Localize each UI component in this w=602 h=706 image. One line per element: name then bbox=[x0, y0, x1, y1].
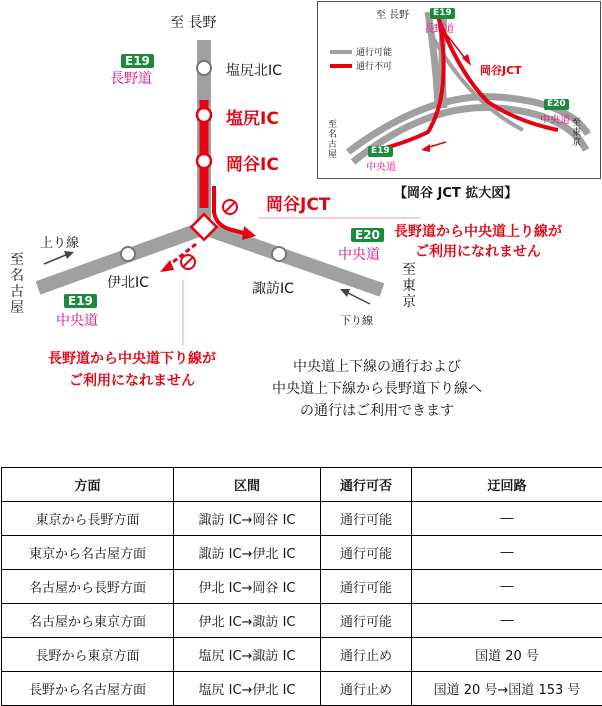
okaya-ic-marker bbox=[197, 154, 211, 168]
no-entry-icon-down bbox=[181, 255, 195, 269]
header-section: 区間 bbox=[174, 468, 321, 502]
cell-status: 通行可能 bbox=[321, 536, 412, 570]
table-row bbox=[2, 570, 602, 604]
e19-north-badge: E19 bbox=[121, 54, 154, 68]
cell-detour: ― bbox=[412, 502, 602, 536]
header-direction: 方面 bbox=[2, 468, 174, 502]
cell-section: 塩尻 IC→伊北 IC bbox=[174, 672, 321, 706]
cell-direction: 東京から名古屋方面 bbox=[2, 536, 174, 570]
notice-up: 長野道から中央道上り線が ご利用になれません bbox=[394, 224, 562, 260]
cell-detour: 国道 20 号 bbox=[412, 638, 602, 672]
inset-to-tokyo: 至 東 京 bbox=[572, 118, 582, 148]
jct-okaya-label: 岡谷JCT bbox=[266, 195, 331, 215]
up-line-arrow bbox=[44, 251, 74, 264]
cell-direction: 長野から名古屋方面 bbox=[2, 672, 174, 706]
ic-suwa-label: 諏訪IC bbox=[252, 281, 294, 297]
cell-status: 通行可能 bbox=[321, 502, 412, 536]
e20-name: 中央道 bbox=[338, 247, 380, 263]
cell-status: 通行可能 bbox=[321, 570, 412, 604]
inset-e19-badge: E19 bbox=[430, 8, 455, 19]
table-row bbox=[2, 536, 602, 570]
cell-direction: 東京から長野方面 bbox=[2, 502, 174, 536]
cell-section: 諏訪 IC→岡谷 IC bbox=[174, 502, 321, 536]
inset-legend-open: 通行可能 bbox=[356, 48, 393, 58]
no-entry-icon-up bbox=[223, 200, 237, 214]
cell-section: 伊北 IC→諏訪 IC bbox=[174, 604, 321, 638]
cell-status: 通行止め bbox=[321, 672, 412, 706]
notice-ok: 中央道上下線の通行および 中央道上下線から長野道下り線へ の通行はご利用できます bbox=[272, 359, 482, 419]
inset-map bbox=[317, 1, 601, 179]
up-line-label: 上り線 bbox=[40, 236, 80, 251]
e20-badge: E20 bbox=[351, 228, 384, 242]
table-header-row bbox=[2, 468, 602, 502]
header-detour: 迂回路 bbox=[412, 468, 602, 502]
to-nagoya-label: 至 名 古 屋 bbox=[10, 252, 24, 316]
inset-caption: 【岡谷 JCT 拡大図】 bbox=[394, 186, 518, 201]
cell-detour: ― bbox=[412, 570, 602, 604]
cell-direction: 名古屋から東京方面 bbox=[2, 604, 174, 638]
cell-detour: ― bbox=[412, 536, 602, 570]
cell-section: 諏訪 IC→伊北 IC bbox=[174, 536, 321, 570]
inset-e20-name: 中央道 bbox=[540, 115, 570, 126]
ic-ihoku-label: 伊北IC bbox=[107, 275, 149, 291]
inset-e20-badge: E20 bbox=[544, 99, 569, 110]
ic-okaya-label: 岡谷IC bbox=[226, 155, 279, 175]
e19-north-name: 長野道 bbox=[110, 71, 152, 87]
header-status: 通行可否 bbox=[321, 468, 412, 502]
cell-detour: 国道 20 号→国道 153 号 bbox=[412, 672, 602, 706]
inset-jct: 岡谷JCT bbox=[480, 64, 522, 77]
e19-south-badge: E19 bbox=[64, 294, 97, 308]
inset-e19-south-name: 中央道 bbox=[366, 162, 396, 173]
e19-south-name: 中央道 bbox=[56, 313, 98, 329]
ic-shiojiri-kita-label: 塩尻北IC bbox=[226, 63, 282, 79]
route-table bbox=[1, 467, 602, 706]
cell-section: 塩尻 IC→諏訪 IC bbox=[174, 638, 321, 672]
ic-shiojiri-label: 塩尻IC bbox=[226, 109, 279, 129]
ihoku-ic-marker bbox=[121, 247, 135, 261]
cell-direction: 名古屋から長野方面 bbox=[2, 570, 174, 604]
cell-status: 通行可能 bbox=[321, 604, 412, 638]
to-tokyo-label: 至 東 京 bbox=[402, 262, 416, 310]
closed-up-arrowhead bbox=[242, 226, 256, 240]
table-row bbox=[2, 502, 602, 536]
suwa-ic-marker bbox=[272, 247, 286, 261]
to-nagano-label: 至 長野 bbox=[170, 15, 217, 31]
closed-down-arrowhead bbox=[160, 260, 174, 272]
table-row bbox=[2, 604, 602, 638]
inset-to-nagoya: 至 名 古 屋 bbox=[328, 120, 338, 160]
shiojiri-ic-marker bbox=[197, 108, 211, 122]
inset-e19-name: 長野道 bbox=[424, 24, 454, 35]
inset-legend-closed: 通行不可 bbox=[356, 62, 393, 72]
inset-e19-south-badge: E19 bbox=[368, 146, 393, 157]
cell-detour: ― bbox=[412, 604, 602, 638]
down-line-label: 下り線 bbox=[340, 314, 373, 327]
inset-to-nagano: 至 長野 bbox=[376, 10, 410, 21]
notice-down: 長野道から中央道下り線が ご利用になれません bbox=[48, 351, 216, 389]
inset-roads bbox=[318, 2, 600, 178]
table-row bbox=[2, 672, 602, 706]
table-row bbox=[2, 638, 602, 672]
cell-section: 伊北 IC→岡谷 IC bbox=[174, 570, 321, 604]
cell-direction: 長野から東京方面 bbox=[2, 638, 174, 672]
shiojiri-kita-ic-marker bbox=[197, 61, 211, 75]
cell-status: 通行止め bbox=[321, 638, 412, 672]
